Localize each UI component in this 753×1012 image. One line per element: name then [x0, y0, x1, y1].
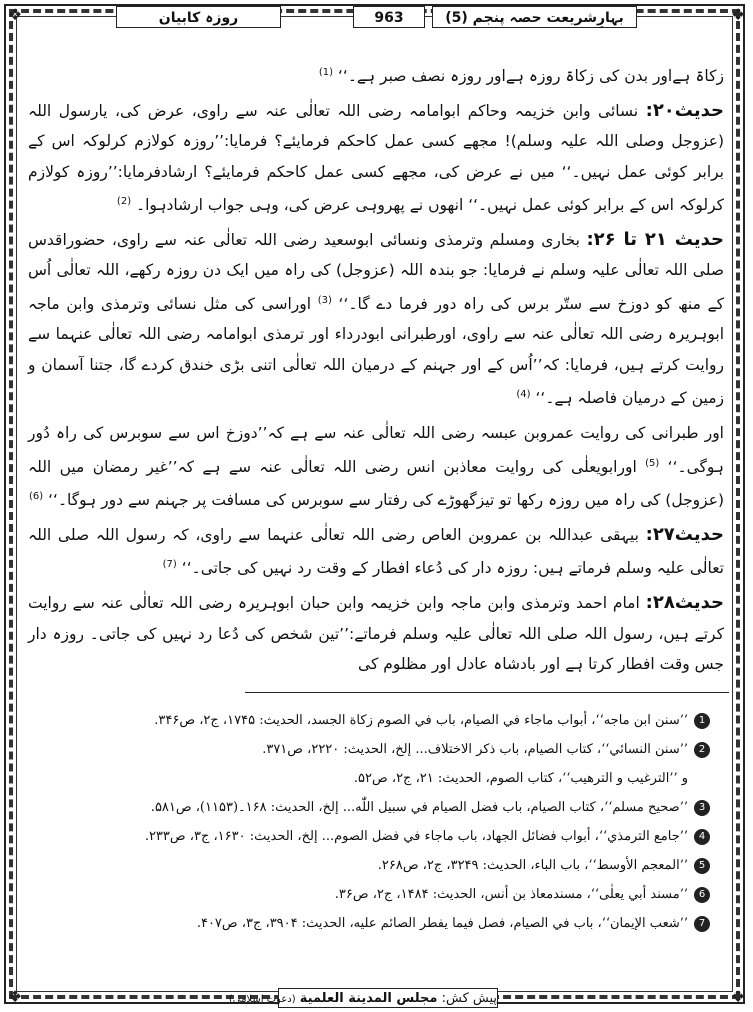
footnote-number: 7: [694, 916, 710, 932]
footnote: 4’’جامع الترمذي‘‘، أبواب فضائل الجهاد، باب ماجاء في فضل الصوم... إلخ، الحديث: ۱۶۳۰، ج۳، ص۲۳۳.: [28, 822, 710, 851]
section-title: روزہ کابیان: [116, 6, 281, 28]
footnote: 7’’شعب الإيمان‘‘، باب في الصيام، فصل فيما يفطر الصائم عليه، الحديث: ۳۹۰۴، ج۳، ص۴۰۷.: [28, 909, 710, 938]
page-number: 963: [353, 6, 425, 28]
footnote-number: 3: [694, 800, 710, 816]
footnote: 2’’سنن النسائي‘‘، كتاب الصيام، باب ذكر الاختلاف... إلخ، الحديث: ۲۲۲۰، ص۳۷۱.: [28, 735, 710, 764]
footnote-separator: [245, 692, 729, 693]
hadith-heading: حدیث۲۸:: [645, 592, 724, 614]
page-footer: [16, 986, 733, 1012]
footnote-ref: (1): [318, 67, 334, 78]
footnote: 5’’المعجم الأوسط‘‘، باب الباء، الحديث: ۳۲۴۹، ج۲، ص۲۶۸.: [28, 851, 710, 880]
hadith-heading: حدیث۲۷:: [645, 523, 724, 545]
organization-name: (دعوتِ اسلامی): [228, 994, 296, 1005]
footnote: 1’’سنن ابن ماجه‘‘، أبواب ماجاء في الصيام، باب في الصوم زكاة الجسد، الحديث: ۱۷۴۵، ج۲، ص۳۴۶.: [28, 706, 710, 735]
footnote-number: 4: [694, 829, 710, 845]
footnote-number: 5: [694, 858, 710, 874]
corner-ornament-icon: ❖: [7, 987, 23, 1006]
footer-label: پیش کش:: [441, 991, 497, 1006]
hadith-heading: حدیث ۲۱ تا ۲۶:: [586, 228, 724, 250]
footnote-ref: (6): [29, 491, 44, 503]
footnote-ref: (4): [516, 389, 531, 401]
footnote-ref: (7): [162, 559, 177, 571]
paragraph: اور طبرانی کی روایت عمروبن عبسہ رضی اللہ تعالٰی عنہ سے ہے کہ’’دوزخ اس سے سوبرس کی راہ دُور ہوگی۔‘‘ $^{(5)}$ اورابویعلٰی کی روایت معاذبن انس رضی اللہ تعالٰی عنہ سے ہے کہ’’غیر رمضان میں اللہ (عزوجل) کی راہ میں روزہ رکھا تو تیزگھوڑے کی رفتار سے سوبرس کی مسافت پر جہنم سے دور ہوگا۔‘‘ $^{(6)}$: [28, 424, 724, 510]
footnote-ref: (5): [645, 457, 660, 469]
corner-ornament-icon: ❖: [730, 5, 746, 24]
footnote-number: 6: [694, 887, 710, 903]
footnote-ref: (2): [116, 196, 132, 208]
corner-ornament-icon: ❖: [730, 987, 746, 1006]
hadith-20: حدیث۲۰: نسائی وابن خزیمہ وحاکم ابوامامہ رضی اللہ تعالٰی عنہ سے راوی، عرض کی، یارسول اللہ (عزوجل وصلی اللہ علیہ وسلم)! مجھے کسی عمل کاحکم فرمایئے؟ فرمایا:’’روزہ کولازم کرلوکہ اس کے برابر کوئی عمل نہیں۔‘‘ میں نے عرض کی، مجھے کسی عمل کاحکم فرمایئے؟ ارشادفرمایا:’’روزہ کولازم کرلوکہ اس کے برابر کوئی عمل نہیں۔‘‘ انھوں نے پھروہی عرض کی، وہی جواب ارشادہوا۔ $^{(2)}$: [28, 99, 724, 215]
book-title: بہارِشریعت حصہ پنجم (5): [432, 6, 637, 28]
hadith-21-26: حدیث ۲۱ تا ۲۶: بخاری ومسلم وترمذی ونسائی ابوسعید رضی اللہ تعالٰی عنہ سے راوی، حضوراقدس صلی اللہ تعالٰی علیہ وسلم نے فرمایا: جو بندہ اللہ (عزوجل) کی راہ میں ایک دن روزہ رکھے، اللہ تعالٰی اُس کے منھ کو دوزخ سے ستّر برس کی راہ دور فرما دے گا۔‘‘ $^{(3)}$ اوراسی کی مثل نسائی وترمذی وابن ماجہ ابوہریرہ رضی اللہ تعالٰی عنہ سے راوی، اورطبرانی ابودرداء اور ترمذی ابوامامہ رضی اللہ تعالٰی عنہما سے روایت کرتے ہیں، فرمایا: کہ’’اُس کے اور جہنم کے درمیان اللہ تعالٰی اتنی بڑی خندق کردے گا، جتنا آسمان و زمین کے درمیان فاصلہ ہے۔‘‘ $^{(4)}$: [28, 228, 724, 408]
page-header: [16, 4, 733, 30]
footnote-number: 2: [694, 742, 710, 758]
footnote: 3’’صحيح مسلم‘‘، كتاب الصيام، باب فضل الصيام في سبيل اللّٰه... إلخ، الحديث: ۱۶۸۔(۱۱۵۳)، ص۵۸۱.: [28, 793, 710, 822]
footnote: 6’’مسند أبي يعلٰى‘‘، مسندمعاذ بن أنس، الحديث: ۱۴۸۴، ج۲، ص۳۶.: [28, 880, 710, 909]
main-text: [28, 58, 724, 680]
footnotes: [28, 706, 710, 938]
publisher-name: مجلس المدينة العلمية: [299, 991, 438, 1006]
hadith-28: حدیث۲۸: امام احمد وترمذی وابن ماجہ وابن خزیمہ وابن حبان ابوہریرہ رضی اللہ تعالٰی عنہ سے روایت کرتے ہیں، رسول اللہ صلی اللہ تعالٰی علیہ وسلم فرماتے:’’تین شخص کی دُعا رد نہیں کی جاتی۔ روزہ دار جس وقت افطار کرتا ہے اور بادشاہ عادل اور مظلوم کی: [28, 592, 724, 674]
footnote-ref: (3): [317, 294, 332, 306]
footnote: و ’’الترغيب و الترهيب‘‘، كتاب الصوم، الحديث: ۲۱، ج۲، ص۵۲.: [353, 771, 688, 786]
footnote-number: 1: [694, 713, 710, 729]
publisher-credit: [228, 988, 498, 1008]
hadith-heading: حدیث۲۰:: [645, 99, 724, 121]
paragraph: زکاۃ ہےاور بدن کی زکاۃ روزہ ہےاور روزہ نصف صبر ہے۔‘‘ $^{(1)}$: [318, 67, 724, 86]
hadith-27: حدیث۲۷: بیہقی عبداللہ بن عمروبن العاص رضی اللہ تعالٰی عنہما سے راوی، کہ رسول اللہ صلی اللہ تعالٰی علیہ وسلم فرماتے ہیں: روزہ دار کی دُعاء افطار کے وقت رد نہیں کی جاتی۔‘‘ $^{(7)}$: [28, 523, 724, 578]
corner-ornament-icon: ❖: [7, 5, 23, 24]
